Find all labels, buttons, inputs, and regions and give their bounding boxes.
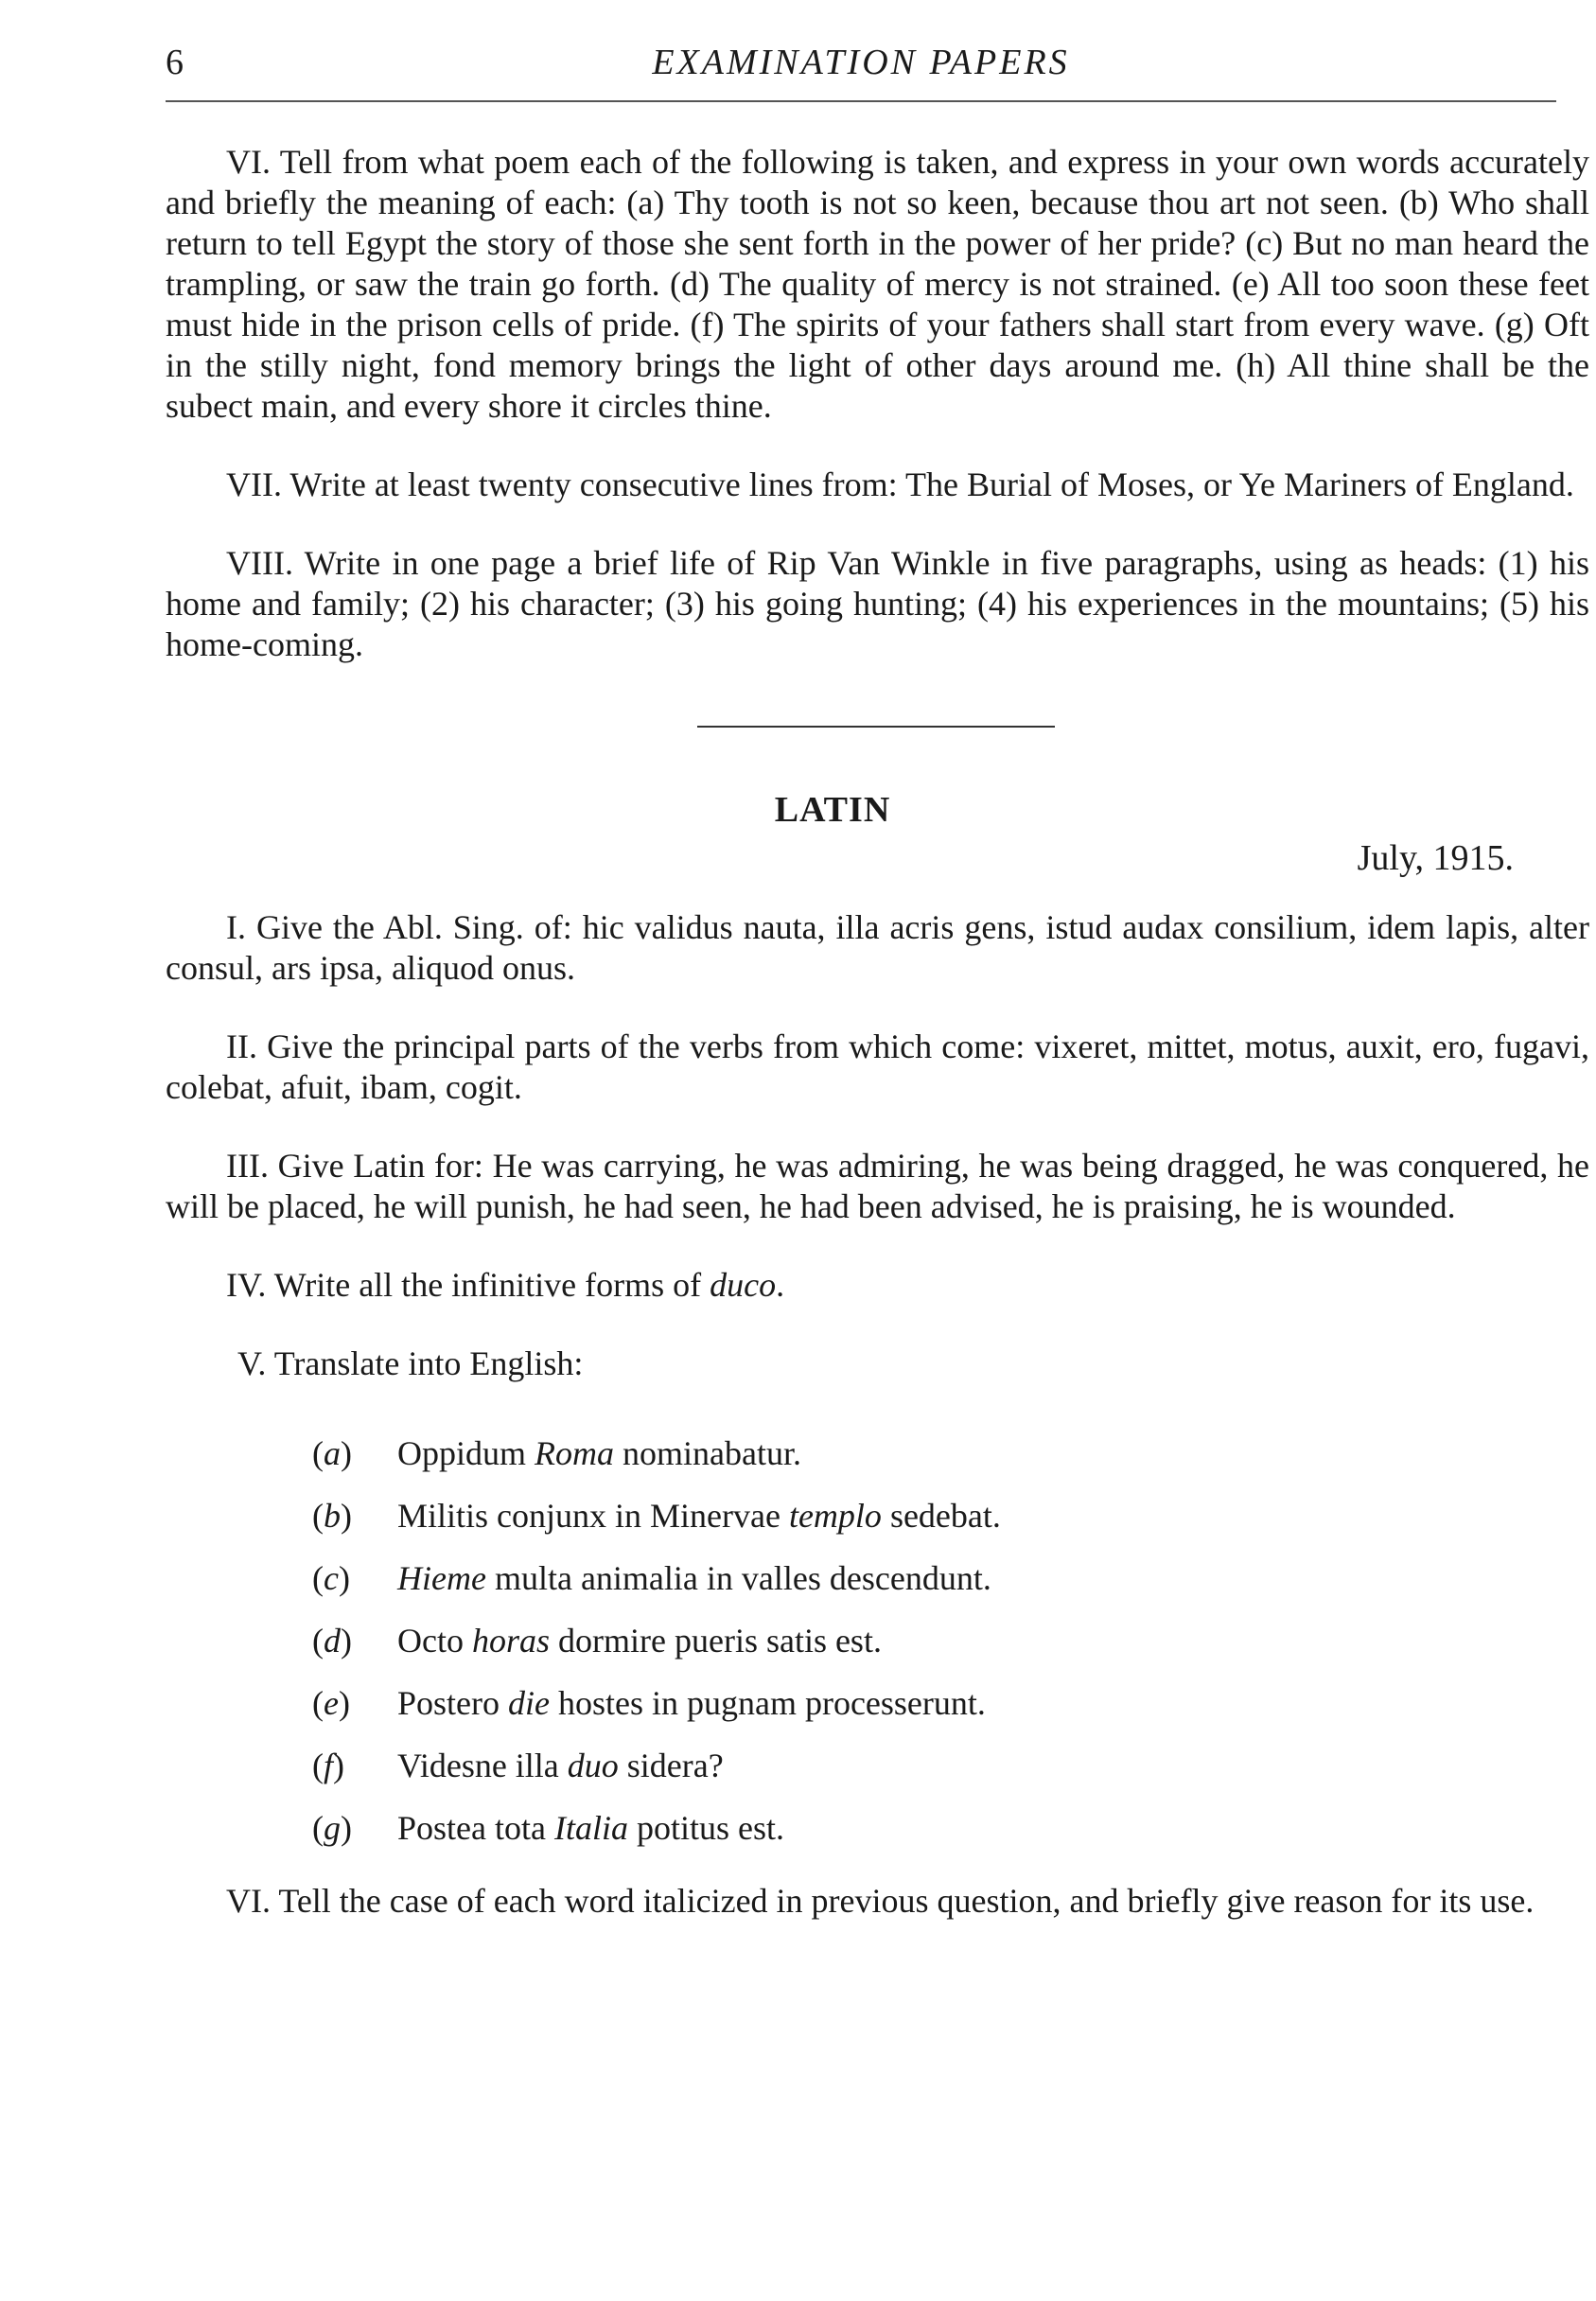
latin-question-2: II. Give the principal parts of the verbs from which come: vixeret, mittet, motus, auxit, ero, fugavi, colebat, afuit, ibam, cogit. <box>166 1028 1589 1106</box>
translation-list <box>312 1433 1589 1849</box>
list-item: (b) Militis conjunx in Minervae templo sedebat. <box>312 1497 1001 1535</box>
latin-question-4 <box>166 1265 1589 1306</box>
exam-date: July, 1915. <box>1357 838 1514 878</box>
page-body <box>166 142 1589 1959</box>
list-item: (f) Videsne illa duo sidera? <box>312 1747 724 1784</box>
italic-word: horas <box>471 1622 551 1660</box>
italic-word: die <box>508 1684 550 1722</box>
running-head: EXAMINATION PAPERS <box>652 43 1070 82</box>
english-question-7: VII. Write at least twenty consecutive lines from: The Burial of Moses, or Ye Mariners of England. <box>226 465 1574 503</box>
item-letter: (a) <box>312 1434 352 1472</box>
latin-question-1: I. Give the Abl. Sing. of: hic validus nauta, illa acris gens, istud audax consilium, idem lapis, alter consul, ars ipsa, aliquod onus. <box>166 908 1589 987</box>
section-title: LATIN <box>774 790 891 830</box>
section-divider <box>697 726 1055 728</box>
item-letter: (f) <box>312 1747 345 1784</box>
list-item: (e) Postero die hostes in pugnam processerunt. <box>312 1684 986 1722</box>
question-text-end: . <box>776 1266 785 1304</box>
english-question-8: VIII. Write in one page a brief life of Rip Van Winkle in five paragraphs, using as heads: (1) his home and family; (2) his character; (3) his going hunting; (4) his experiences in the mountains; (5) his home-coming. <box>166 544 1589 663</box>
italic-word: duco <box>710 1266 777 1304</box>
question-text: IV. Write all the infinitive forms of <box>226 1266 710 1304</box>
item-letter: (c) <box>312 1559 350 1597</box>
page-header <box>166 42 1556 98</box>
list-item: (a) Oppidum Roma nominabatur. <box>312 1434 801 1472</box>
item-letter: (b) <box>312 1497 352 1535</box>
item-letter: (g) <box>312 1809 352 1847</box>
italic-word: templo <box>788 1497 882 1535</box>
italic-word: duo <box>567 1747 619 1784</box>
latin-question-6: VI. Tell the case of each word italicized in previous question, and briefly give reason for its use. <box>226 1882 1535 1920</box>
item-letter: (d) <box>312 1622 352 1660</box>
list-item: (g) Postea tota Italia potitus est. <box>312 1809 784 1847</box>
list-item: (d) Octo horas dormire pueris satis est. <box>312 1622 882 1660</box>
list-item: (c) Hieme multa animalia in valles descendunt. <box>312 1559 991 1597</box>
italic-word: Hieme <box>397 1559 486 1597</box>
header-rule <box>166 100 1556 102</box>
item-letter: (e) <box>312 1684 350 1722</box>
latin-section <box>166 790 1589 1922</box>
english-question-6: VI. Tell from what poem each of the following is taken, and express in your own words accurately and briefly the meaning of each: (a) Thy tooth is not so keen, because thou art not seen. (b) Who shall return to tell Egypt the story of those she sent forth in the power of her pride? (c) But no man heard the trampling, or saw the train go forth. (d) The quality of mercy is not strained. (e) All too soon these feet must hide in the prison cells of pride. (f) The spirits of your fathers shall start from every wave. (g) Oft in the stilly night, fond memory brings the light of other days around me. (h) All thine shall be the subect main, and every shore it circles thine. <box>166 143 1589 425</box>
latin-question-5: V. Translate into English: <box>237 1344 584 1382</box>
italic-word: Roma <box>535 1434 615 1472</box>
page-number: 6 <box>166 43 184 82</box>
italic-word: Italia <box>553 1809 628 1847</box>
latin-question-3: III. Give Latin for: He was carrying, he was admiring, he was being dragged, he was conquered, he will be placed, he will punish, he had seen, he had been advised, he is praising, he is wounded. <box>166 1147 1589 1225</box>
